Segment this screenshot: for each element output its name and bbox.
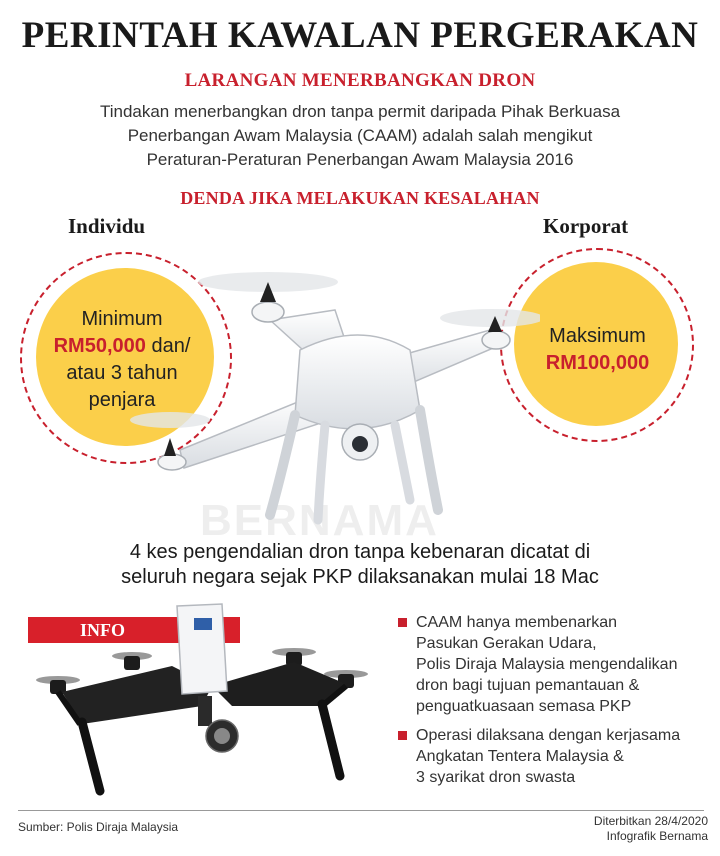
case-statistic-line: seluruh negara sejak PKP dilaksanakan mulai 18 Mac bbox=[121, 566, 599, 588]
info-bullet-line: Operasi dilaksana dengan kerjasama bbox=[416, 727, 681, 744]
individual-fine-text bbox=[32, 306, 212, 414]
bullet-square-icon bbox=[398, 731, 407, 740]
description-line: Tindakan menerbangkan dron tanpa permit daripada Pihak Berkuasa bbox=[99, 102, 621, 121]
fines-heading: DENDA JIKA MELAKUKAN KESALAHAN bbox=[180, 188, 540, 208]
inspire-drone-illustration bbox=[22, 596, 382, 806]
corporate-fine-line: Maksimum bbox=[549, 325, 646, 347]
info-bullet-line: Polis Diraja Malaysia mengendalikan bbox=[416, 656, 678, 673]
description bbox=[40, 100, 680, 172]
individual-fine-amount: RM50,000 bbox=[53, 335, 146, 357]
page-title: PERINTAH KAWALAN PERGERAKAN bbox=[21, 15, 699, 56]
individual-fine-suffix: dan/ bbox=[145, 335, 191, 357]
source-credit: Sumber: Polis Diraja Malaysia bbox=[18, 820, 179, 834]
description-line: Penerbangan Awam Malaysia (CAAM) adalah salah mengikut bbox=[127, 126, 593, 145]
description-line: Peraturan-Peraturan Penerbangan Awam Malaysia 2016 bbox=[146, 150, 574, 169]
case-statistic-line: 4 kes pengendalian dron tanpa kebenaran dicatat di bbox=[129, 541, 591, 563]
individual-fine-amount-line bbox=[32, 333, 212, 360]
bullet-square-icon bbox=[398, 618, 407, 627]
footer-divider bbox=[18, 810, 704, 811]
corporate-label: Korporat bbox=[543, 214, 629, 238]
individual-fine-line: atau 3 tahun bbox=[66, 362, 178, 384]
graphic-credit: Infografik Bernama bbox=[606, 829, 708, 843]
page-subtitle: LARANGAN MENERBANGKAN DRON bbox=[184, 70, 536, 91]
corporate-fine-text bbox=[505, 323, 690, 377]
case-statistic bbox=[0, 540, 720, 590]
individual-fine-line: penjara bbox=[88, 389, 156, 411]
info-bullet-list bbox=[396, 612, 706, 788]
watermark: BERNAMA bbox=[200, 496, 439, 545]
info-bullet-line: dron bagi tujuan pemantauan & bbox=[416, 677, 640, 694]
info-bullet-line: penguatkuasaan semasa PKP bbox=[416, 698, 632, 715]
info-bullet-line: Angkatan Tentera Malaysia & bbox=[416, 748, 624, 765]
corporate-fine-amount: RM100,000 bbox=[545, 352, 650, 374]
info-bullet-line: 3 syarikat dron swasta bbox=[416, 769, 576, 786]
individual-fine-line: Minimum bbox=[81, 308, 163, 330]
info-badge: INFO bbox=[28, 617, 240, 643]
published-date: Diterbitkan 28/4/2020 bbox=[593, 814, 708, 828]
info-bullet-line: Pasukan Gerakan Udara, bbox=[416, 635, 597, 652]
individual-label: Individu bbox=[68, 214, 146, 238]
info-bullet bbox=[396, 612, 706, 717]
info-bullet bbox=[396, 725, 706, 788]
info-bullet-line: CAAM hanya membenarkan bbox=[416, 614, 617, 631]
